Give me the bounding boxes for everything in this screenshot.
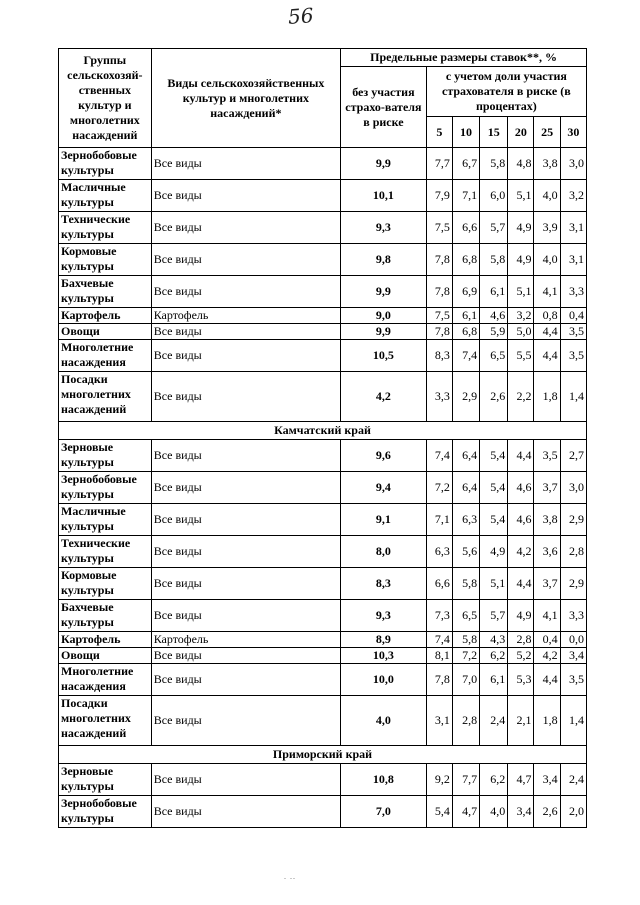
rate-share-5: 5,4 bbox=[426, 796, 452, 828]
rate-share-30: 3,1 bbox=[560, 212, 586, 244]
crop-kind: Картофель bbox=[151, 308, 340, 324]
base-rate: 10,3 bbox=[341, 648, 427, 664]
rate-share-15: 2,4 bbox=[480, 696, 508, 746]
table-row bbox=[59, 276, 587, 308]
crop-kind: Все виды bbox=[151, 180, 340, 212]
rate-share-5: 8,1 bbox=[426, 648, 452, 664]
rate-share-25: 3,6 bbox=[534, 536, 560, 568]
base-rate: 9,4 bbox=[341, 472, 427, 504]
rate-share-25: 0,4 bbox=[534, 632, 560, 648]
table-row bbox=[59, 632, 587, 648]
table-row bbox=[59, 664, 587, 696]
rate-share-10: 6,7 bbox=[452, 148, 479, 180]
table-row bbox=[59, 212, 587, 244]
rate-share-25: 1,8 bbox=[534, 696, 560, 746]
rate-share-20: 4,4 bbox=[508, 568, 534, 600]
crop-group: Бахчевые культуры bbox=[59, 600, 152, 632]
crop-group: Бахчевые культуры bbox=[59, 276, 152, 308]
crop-group: Зернобобовые культуры bbox=[59, 796, 152, 828]
rate-share-30: 3,3 bbox=[560, 276, 586, 308]
crop-kind: Картофель bbox=[151, 632, 340, 648]
crop-kind: Все виды bbox=[151, 472, 340, 504]
rate-share-30: 2,9 bbox=[560, 568, 586, 600]
table-row bbox=[59, 308, 587, 324]
header-kind: Виды сельскохозяйственных культур и многолетних насаждений* bbox=[151, 49, 340, 148]
rate-share-10: 2,9 bbox=[452, 372, 479, 422]
rate-share-5: 8,3 bbox=[426, 340, 452, 372]
rate-share-30: 1,4 bbox=[560, 696, 586, 746]
rate-share-15: 6,1 bbox=[480, 276, 508, 308]
base-rate: 9,9 bbox=[341, 324, 427, 340]
crop-group: Овощи bbox=[59, 324, 152, 340]
rate-share-20: 4,9 bbox=[508, 600, 534, 632]
rate-share-5: 7,1 bbox=[426, 504, 452, 536]
base-rate: 10,0 bbox=[341, 664, 427, 696]
rate-share-25: 4,0 bbox=[534, 244, 560, 276]
table-row bbox=[59, 372, 587, 422]
table-row bbox=[59, 696, 587, 746]
rate-share-20: 2,8 bbox=[508, 632, 534, 648]
region-row bbox=[59, 422, 587, 440]
crop-group: Многолетние насаждения bbox=[59, 340, 152, 372]
rate-share-25: 3,4 bbox=[534, 764, 560, 796]
crop-kind: Все виды bbox=[151, 372, 340, 422]
crop-kind: Все виды bbox=[151, 440, 340, 472]
rate-share-25: 3,7 bbox=[534, 472, 560, 504]
rate-share-25: 4,4 bbox=[534, 664, 560, 696]
table-row bbox=[59, 244, 587, 276]
rate-share-25: 3,5 bbox=[534, 440, 560, 472]
crop-group: Масличные культуры bbox=[59, 180, 152, 212]
crop-group: Технические культуры bbox=[59, 536, 152, 568]
rate-share-5: 7,5 bbox=[426, 308, 452, 324]
rate-share-30: 3,2 bbox=[560, 180, 586, 212]
rate-share-15: 5,7 bbox=[480, 600, 508, 632]
crop-group: Картофель bbox=[59, 632, 152, 648]
rate-share-25: 4,4 bbox=[534, 340, 560, 372]
rate-share-20: 4,9 bbox=[508, 212, 534, 244]
rate-share-30: 2,7 bbox=[560, 440, 586, 472]
page-number: 56 bbox=[287, 3, 315, 29]
rate-share-20: 3,2 bbox=[508, 308, 534, 324]
rate-share-30: 3,5 bbox=[560, 664, 586, 696]
crop-kind: Все виды bbox=[151, 244, 340, 276]
rate-share-10: 5,6 bbox=[452, 536, 479, 568]
base-rate: 8,9 bbox=[341, 632, 427, 648]
rate-share-30: 3,5 bbox=[560, 340, 586, 372]
rate-share-10: 6,8 bbox=[452, 324, 479, 340]
rate-share-30: 3,3 bbox=[560, 600, 586, 632]
rate-share-5: 3,3 bbox=[426, 372, 452, 422]
crop-group: Посадки многолетних насаждений bbox=[59, 696, 152, 746]
crop-kind: Все виды bbox=[151, 504, 340, 536]
rate-share-15: 4,9 bbox=[480, 536, 508, 568]
rate-share-10: 7,1 bbox=[452, 180, 479, 212]
crop-group: Картофель bbox=[59, 308, 152, 324]
rate-share-10: 5,8 bbox=[452, 632, 479, 648]
rate-share-15: 5,4 bbox=[480, 504, 508, 536]
rate-share-15: 5,7 bbox=[480, 212, 508, 244]
rate-share-15: 6,1 bbox=[480, 664, 508, 696]
crop-kind: Все виды bbox=[151, 340, 340, 372]
table-row bbox=[59, 648, 587, 664]
table-row bbox=[59, 600, 587, 632]
rate-share-5: 7,5 bbox=[426, 212, 452, 244]
crop-kind: Все виды bbox=[151, 664, 340, 696]
region-title: Приморский край bbox=[59, 746, 587, 764]
crop-group: Кормовые культуры bbox=[59, 244, 152, 276]
header-group: Группы сельскохозяй-ственных культур и многолетних насаждений bbox=[59, 49, 152, 148]
rate-share-25: 0,8 bbox=[534, 308, 560, 324]
crop-group: Зернобобовые культуры bbox=[59, 148, 152, 180]
rate-share-10: 7,7 bbox=[452, 764, 479, 796]
table-row bbox=[59, 764, 587, 796]
header-share-25: 25 bbox=[534, 117, 560, 148]
rate-share-25: 4,4 bbox=[534, 324, 560, 340]
crop-group: Зернобобовые культуры bbox=[59, 472, 152, 504]
rate-share-5: 7,4 bbox=[426, 632, 452, 648]
rate-share-30: 3,0 bbox=[560, 472, 586, 504]
table-row bbox=[59, 472, 587, 504]
rate-share-10: 7,0 bbox=[452, 664, 479, 696]
rate-share-20: 5,2 bbox=[508, 648, 534, 664]
rate-share-5: 7,9 bbox=[426, 180, 452, 212]
rate-share-10: 7,4 bbox=[452, 340, 479, 372]
rate-share-30: 0,0 bbox=[560, 632, 586, 648]
header-share-10: 10 bbox=[452, 117, 479, 148]
base-rate: 9,6 bbox=[341, 440, 427, 472]
table-row bbox=[59, 504, 587, 536]
rate-share-25: 3,8 bbox=[534, 148, 560, 180]
rate-share-25: 2,6 bbox=[534, 796, 560, 828]
header-share-30: 30 bbox=[560, 117, 586, 148]
rate-share-15: 5,1 bbox=[480, 568, 508, 600]
header-limits: Предельные размеры ставок**, % bbox=[341, 49, 587, 67]
rate-share-5: 3,1 bbox=[426, 696, 452, 746]
rate-share-5: 6,3 bbox=[426, 536, 452, 568]
crop-kind: Все виды bbox=[151, 764, 340, 796]
rate-share-30: 2,8 bbox=[560, 536, 586, 568]
crop-kind: Все виды bbox=[151, 212, 340, 244]
base-rate: 10,5 bbox=[341, 340, 427, 372]
rate-share-15: 6,2 bbox=[480, 764, 508, 796]
rate-share-30: 3,4 bbox=[560, 648, 586, 664]
base-rate: 10,8 bbox=[341, 764, 427, 796]
crop-kind: Все виды bbox=[151, 696, 340, 746]
region-title: Камчатский край bbox=[59, 422, 587, 440]
rate-share-20: 3,4 bbox=[508, 796, 534, 828]
rate-share-5: 7,3 bbox=[426, 600, 452, 632]
crop-kind: Все виды bbox=[151, 796, 340, 828]
crop-group: Многолетние насаждения bbox=[59, 664, 152, 696]
rate-share-25: 3,9 bbox=[534, 212, 560, 244]
base-rate: 9,8 bbox=[341, 244, 427, 276]
rate-share-15: 4,3 bbox=[480, 632, 508, 648]
rate-share-20: 2,2 bbox=[508, 372, 534, 422]
rate-share-5: 7,4 bbox=[426, 440, 452, 472]
rate-share-10: 6,1 bbox=[452, 308, 479, 324]
base-rate: 9,3 bbox=[341, 600, 427, 632]
rate-share-15: 5,8 bbox=[480, 244, 508, 276]
crop-group: Технические культуры bbox=[59, 212, 152, 244]
rate-share-30: 3,0 bbox=[560, 148, 586, 180]
header-no-participation: без участия страхо-вателя в риске bbox=[341, 67, 427, 148]
rate-share-20: 4,6 bbox=[508, 472, 534, 504]
table-row bbox=[59, 568, 587, 600]
crop-group: Зерновые культуры bbox=[59, 440, 152, 472]
rate-share-5: 9,2 bbox=[426, 764, 452, 796]
crop-kind: Все виды bbox=[151, 536, 340, 568]
crop-group: Зерновые культуры bbox=[59, 764, 152, 796]
rate-share-15: 6,5 bbox=[480, 340, 508, 372]
rate-share-5: 7,8 bbox=[426, 664, 452, 696]
crop-group: Масличные культуры bbox=[59, 504, 152, 536]
header-share-5: 5 bbox=[426, 117, 452, 148]
rate-share-10: 6,5 bbox=[452, 600, 479, 632]
crop-kind: Все виды bbox=[151, 568, 340, 600]
insurance-rates-table bbox=[58, 48, 587, 828]
crop-kind: Все виды bbox=[151, 324, 340, 340]
header-share-15: 15 bbox=[480, 117, 508, 148]
crop-group: Посадки многолетних насаждений bbox=[59, 372, 152, 422]
rate-share-30: 1,4 bbox=[560, 372, 586, 422]
region-row bbox=[59, 746, 587, 764]
rate-share-15: 5,4 bbox=[480, 472, 508, 504]
rate-share-5: 7,8 bbox=[426, 324, 452, 340]
rate-share-15: 5,9 bbox=[480, 324, 508, 340]
rate-share-15: 5,4 bbox=[480, 440, 508, 472]
rate-share-10: 7,2 bbox=[452, 648, 479, 664]
rate-share-25: 4,2 bbox=[534, 648, 560, 664]
rate-share-10: 6,6 bbox=[452, 212, 479, 244]
base-rate: 9,3 bbox=[341, 212, 427, 244]
table-row bbox=[59, 440, 587, 472]
rate-share-20: 5,1 bbox=[508, 180, 534, 212]
table-row bbox=[59, 180, 587, 212]
crop-kind: Все виды bbox=[151, 276, 340, 308]
rate-share-10: 6,8 bbox=[452, 244, 479, 276]
table-row bbox=[59, 796, 587, 828]
rate-share-25: 1,8 bbox=[534, 372, 560, 422]
rate-share-20: 4,9 bbox=[508, 244, 534, 276]
rate-share-30: 0,4 bbox=[560, 308, 586, 324]
rate-share-20: 4,4 bbox=[508, 440, 534, 472]
rate-share-25: 4,1 bbox=[534, 276, 560, 308]
crop-kind: Все виды bbox=[151, 600, 340, 632]
base-rate: 10,1 bbox=[341, 180, 427, 212]
rate-share-30: 3,5 bbox=[560, 324, 586, 340]
base-rate: 4,2 bbox=[341, 372, 427, 422]
rate-share-5: 7,2 bbox=[426, 472, 452, 504]
rate-share-20: 4,2 bbox=[508, 536, 534, 568]
rate-share-30: 2,9 bbox=[560, 504, 586, 536]
rate-share-15: 6,2 bbox=[480, 648, 508, 664]
bottom-mark: . .. bbox=[284, 872, 296, 881]
rate-share-30: 2,4 bbox=[560, 764, 586, 796]
header-with-share: с учетом доли участия страхователя в риске (в процентах) bbox=[426, 67, 586, 117]
rate-share-10: 2,8 bbox=[452, 696, 479, 746]
table-row bbox=[59, 536, 587, 568]
base-rate: 9,9 bbox=[341, 148, 427, 180]
rate-share-15: 4,0 bbox=[480, 796, 508, 828]
rate-share-15: 4,6 bbox=[480, 308, 508, 324]
rate-share-10: 5,8 bbox=[452, 568, 479, 600]
rate-share-15: 5,8 bbox=[480, 148, 508, 180]
base-rate: 8,3 bbox=[341, 568, 427, 600]
rate-share-10: 6,4 bbox=[452, 440, 479, 472]
rate-share-20: 5,1 bbox=[508, 276, 534, 308]
rate-share-30: 3,1 bbox=[560, 244, 586, 276]
rate-share-10: 6,4 bbox=[452, 472, 479, 504]
rate-share-20: 5,0 bbox=[508, 324, 534, 340]
table-row bbox=[59, 324, 587, 340]
rate-share-20: 4,7 bbox=[508, 764, 534, 796]
base-rate: 9,1 bbox=[341, 504, 427, 536]
base-rate: 4,0 bbox=[341, 696, 427, 746]
rate-share-10: 6,9 bbox=[452, 276, 479, 308]
base-rate: 7,0 bbox=[341, 796, 427, 828]
rate-share-30: 2,0 bbox=[560, 796, 586, 828]
rate-share-15: 6,0 bbox=[480, 180, 508, 212]
rate-share-5: 7,7 bbox=[426, 148, 452, 180]
rate-share-20: 5,3 bbox=[508, 664, 534, 696]
rate-share-20: 5,5 bbox=[508, 340, 534, 372]
rate-share-25: 4,0 bbox=[534, 180, 560, 212]
header-share-20: 20 bbox=[508, 117, 534, 148]
base-rate: 9,0 bbox=[341, 308, 427, 324]
rate-share-5: 6,6 bbox=[426, 568, 452, 600]
rate-share-20: 2,1 bbox=[508, 696, 534, 746]
crop-kind: Все виды bbox=[151, 148, 340, 180]
crop-group: Овощи bbox=[59, 648, 152, 664]
base-rate: 9,9 bbox=[341, 276, 427, 308]
rate-share-20: 4,6 bbox=[508, 504, 534, 536]
table-row bbox=[59, 340, 587, 372]
rate-share-5: 7,8 bbox=[426, 244, 452, 276]
rate-share-5: 7,8 bbox=[426, 276, 452, 308]
rate-share-10: 4,7 bbox=[452, 796, 479, 828]
rate-share-20: 4,8 bbox=[508, 148, 534, 180]
rate-share-10: 6,3 bbox=[452, 504, 479, 536]
base-rate: 8,0 bbox=[341, 536, 427, 568]
table-row bbox=[59, 148, 587, 180]
rate-share-15: 2,6 bbox=[480, 372, 508, 422]
rate-share-25: 3,7 bbox=[534, 568, 560, 600]
crop-kind: Все виды bbox=[151, 648, 340, 664]
rate-share-25: 4,1 bbox=[534, 600, 560, 632]
crop-group: Кормовые культуры bbox=[59, 568, 152, 600]
rate-share-25: 3,8 bbox=[534, 504, 560, 536]
